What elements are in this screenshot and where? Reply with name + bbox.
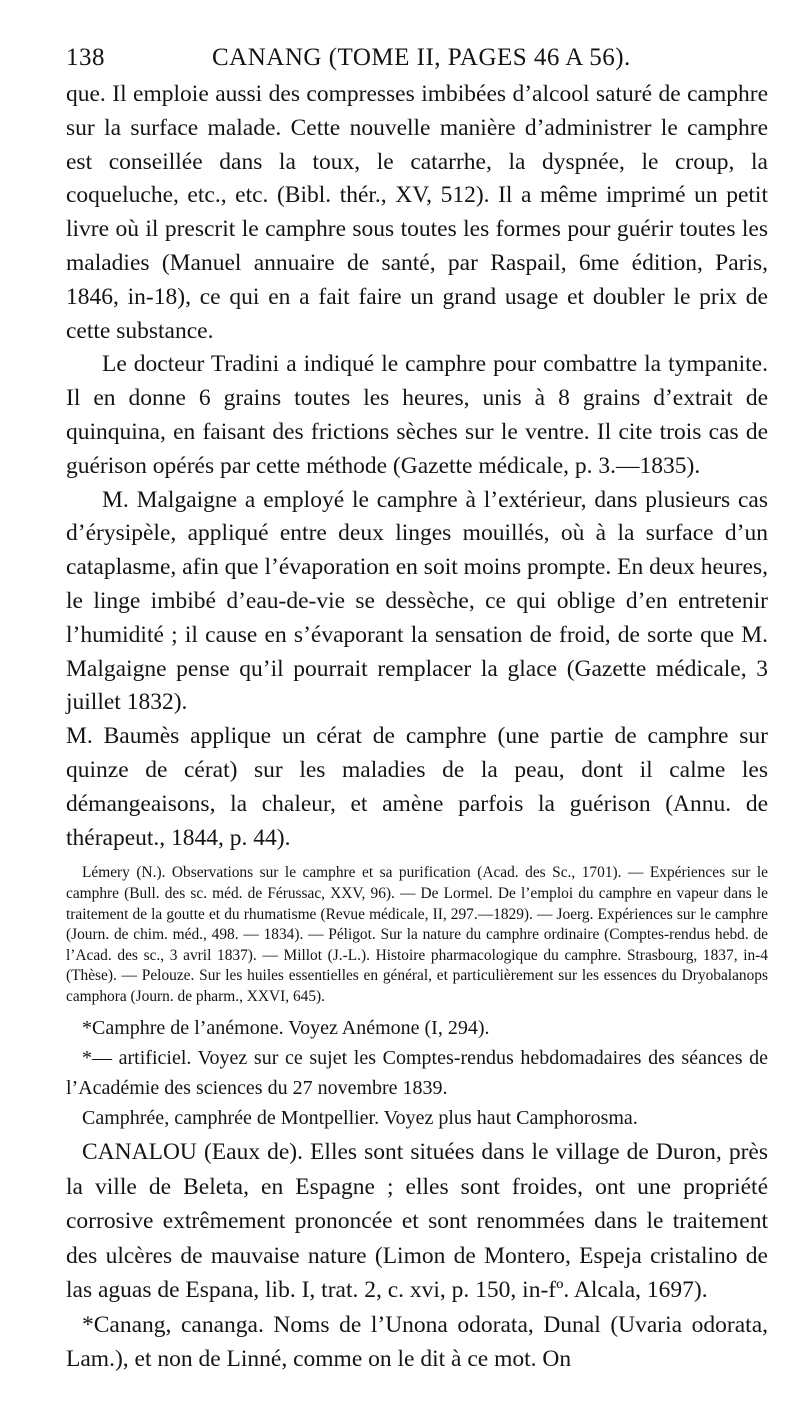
paragraph-malgaigne: M. Malgaigne a employé le camphre à l’extérieur, dans plusieurs cas d’érysipèle, appliqué entre deux linges mouillés, où à la surface d’un cataplasme, afin que l’évaporation en soit moins prompte. En deux heures, le linge imbibé d’eau-de-vie se dessèche, ce qui oblige d’en entretenir l’humidité ; il cause en s’évaporant la sensation de froid, de sorte que M. Malgaigne pense qu’il pourrait remplacer la glace (Gazette médicale, 3 juillet 1832).: [66, 486, 768, 716]
paragraph-tradini: Le docteur Tradini a indiqué le camphre pour combattre la tympanite. Il en donne 6 grains toutes les heures, unis à 8 grains d’extrait de quinquina, en faisant des frictions sèches sur le ventre. Il cite trois cas de guérison opérés par cette méthode (Gazette médicale, p. 3.—1835).: [66, 351, 768, 479]
paragraph-raspail: que. Il emploie aussi des compresses imbibées d’alcool saturé de camphre sur la surface malade. Cette nouvelle manière d’administrer le camphre est conseillée dans la toux, le catarrhe, la dyspnée, le croup, la coqueluche, etc., etc. (Bibl. thér., XV, 512). Il a même imprimé un petit livre où il prescrit le camphre sous toutes les formes pour guérir toutes les maladies (Manuel annuaire de santé, par Raspail, 6me édition, Paris, 1846, in-18), ce qui en a fait faire un grand usage et doubler le prix de cette substance.: [66, 81, 768, 344]
entry-camphree: Camphrée, camphrée de Montpellier. Voyez plus haut Camphorosma.: [82, 1107, 638, 1130]
entry-camphre-anemone: *Camphre de l’anémone. Voyez Anémone (I, 294).: [82, 1017, 490, 1040]
dictionary-entries: [66, 1013, 768, 1133]
bibliography: [66, 863, 768, 1007]
page-number: 138: [66, 44, 105, 71]
entry-canang: *Canang, cananga. Noms de l’Unona odorata, Dunal (Uvaria odorata, Lam.), et non de Linné, comme on le dit à ce mot. On: [66, 1311, 768, 1373]
paragraph-baumes: M. Baumès applique un cérat de camphre (une partie de camphre sur quinze de cérat) sur les maladies de la peau, dont il calme les démangeaisons, la chaleur, et amène parfois la guérison (Annu. de thérapeut., 1844, p. 44).: [66, 723, 768, 851]
entry-camphre-artificiel: *— artificiel. Voyez sur ce sujet les Comptes-rendus hebdomadaires des séances de l’Académie des sciences du 27 novembre 1839.: [66, 1047, 768, 1100]
main-text-continued: [66, 1135, 768, 1377]
main-text: [66, 78, 768, 855]
running-title: CANANG (TOME II, PAGES 46 A 56).: [212, 44, 631, 71]
bibliography-text: Lémery (N.). Observations sur le camphre et sa purification (Acad. des Sc., 1701). — Expériences sur le camphre (Bull. des sc. méd. de Férussac, XXV, 96). — De Lormel. De l’emploi du camphre en vapeur dans le traitement de la goutte et du rhumatisme (Revue médicale, II, 297.—1829). — Joerg. Expériences sur le camphre (Journ. de chim. méd., 498. — 1834). — Péligot. Sur la nature du camphre ordinaire (Comptes-rendus hebd. de l’Acad. des sc., 3 avril 1837). — Millot (J.-L.). Histoire pharmacologique du camphre. Strasbourg, 1837, in-4 (Thèse). — Pelouze. Sur les huiles essentielles en général, et particulièrement sur les essences du Dryobalanops camphora (Journ. de pharm., XXVI, 645).: [66, 864, 768, 1005]
page-header: [66, 38, 768, 78]
entry-canalou: CANALOU (Eaux de). Elles sont situées dans le village de Duron, près la ville de Beleta, en Espagne ; elles sont froides, ont une propriété corrosive extrêmement prononcée et sont renommées dans le traitement des ulcères de mauvaise nature (Limon de Montero, Espeja cristalino de las aguas de Espana, lib. I, trat. 2, c. xvi, p. 150, in-fº. Alcala, 1697).: [66, 1139, 768, 1304]
